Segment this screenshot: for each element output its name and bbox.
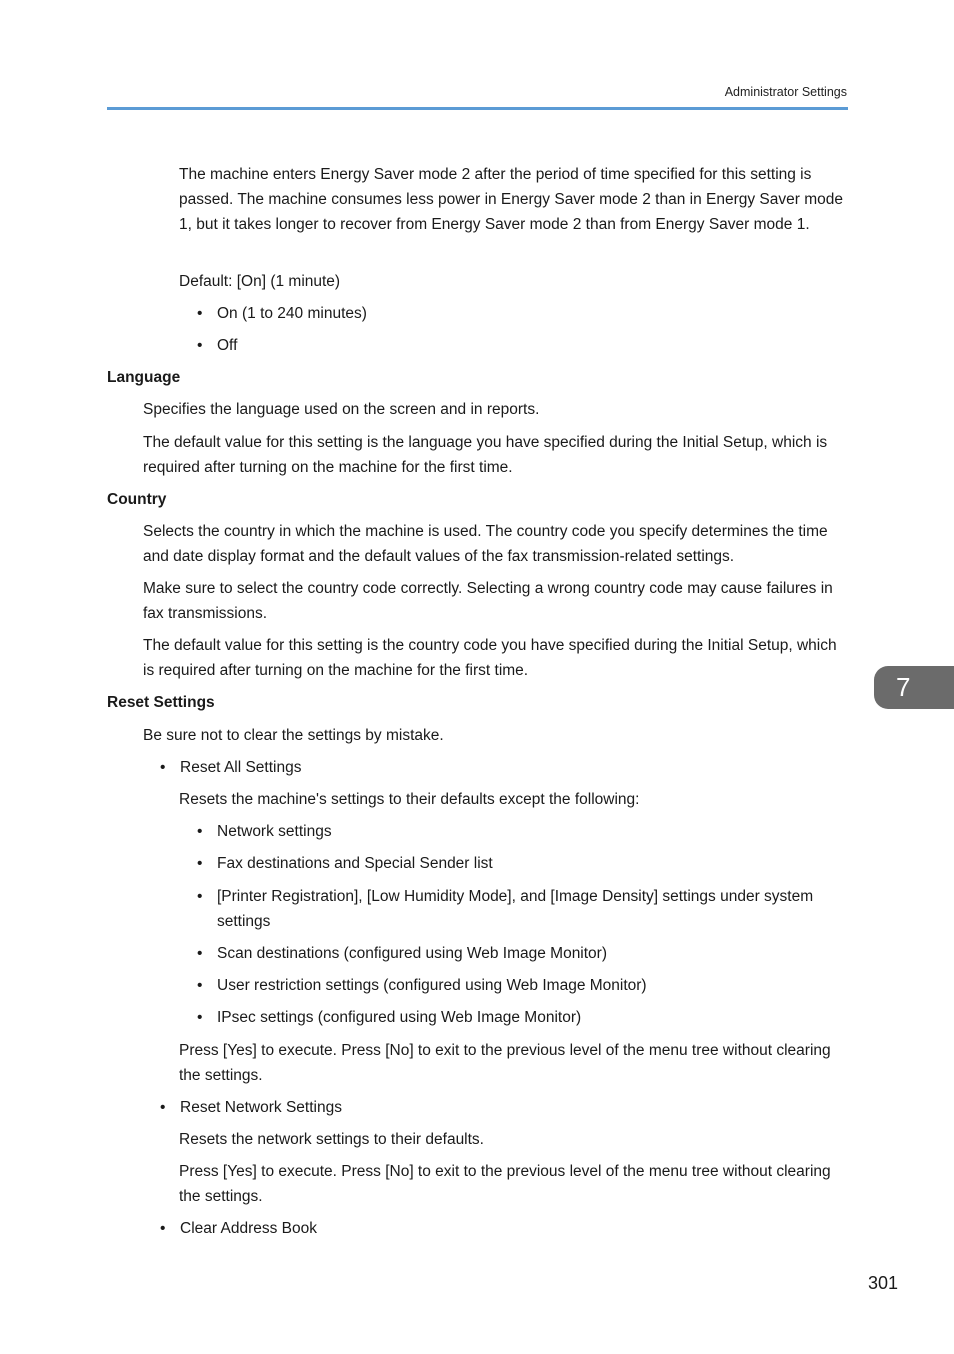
reset-all-press: Press [Yes] to execute. Press [No] to exit to the previous level of the menu tree without clearing the settings. [179, 1042, 831, 1084]
bullet-icon: • [197, 945, 203, 962]
bullet-icon: • [197, 855, 203, 872]
reset-settings-heading: Reset Settings [107, 694, 215, 711]
country-desc: Selects the country in which the machine is used. The country code you specify determines the time and date display format and the default values of the fax transmission-related settings. [143, 523, 828, 565]
bullet-icon: • [197, 823, 203, 840]
chapter-tab [874, 666, 954, 709]
bullet-icon: • [160, 1099, 166, 1116]
header-rule [107, 107, 848, 110]
reset-all-desc: Resets the machine's settings to their defaults except the following: [179, 791, 640, 808]
bullet-icon: • [160, 1220, 166, 1237]
chapter-number: 7 [896, 672, 911, 702]
bullet-icon: • [197, 888, 203, 905]
bullet-icon: • [197, 977, 203, 994]
page-number: 301 [867, 1273, 898, 1293]
bullet-icon: • [197, 337, 203, 354]
energy-saver-paragraph: The machine enters Energy Saver mode 2 after the period of time specified for this setting is passed. The machine consumes less power in Energy Saver mode 2 than in Energy Saver mode 1, but it takes longer to recover from Energy Saver mode 2 than from Energy Saver mode 1. [179, 166, 843, 233]
reset-caution: Be sure not to clear the settings by mistake. [143, 727, 444, 744]
energy-saver-default: Default: [On] (1 minute) [179, 273, 341, 290]
country-heading: Country [107, 491, 167, 508]
country-warning: Make sure to select the country code correctly. Selecting a wrong country code may cause failures in fax transmissions. [143, 580, 833, 622]
reset-network-press: Press [Yes] to execute. Press [No] to exit to the previous level of the menu tree without clearing the settings. [179, 1163, 831, 1205]
reset-network-desc: Resets the network settings to their defaults. [179, 1131, 484, 1148]
bullet-icon: • [160, 759, 166, 776]
bullet-icon: • [197, 1009, 203, 1026]
country-default: The default value for this setting is the country code you have specified during the Initial Setup, which is required after turning on the machine for the first time. [143, 637, 837, 679]
language-default: The default value for this setting is the language you have specified during the Initial Setup, which is required after turning on the machine for the first time. [143, 434, 828, 476]
header-section-title: Administrator Settings [724, 85, 847, 99]
language-heading: Language [107, 369, 181, 386]
language-desc: Specifies the language used on the screen and in reports. [143, 401, 540, 418]
bullet-icon: • [197, 305, 203, 322]
